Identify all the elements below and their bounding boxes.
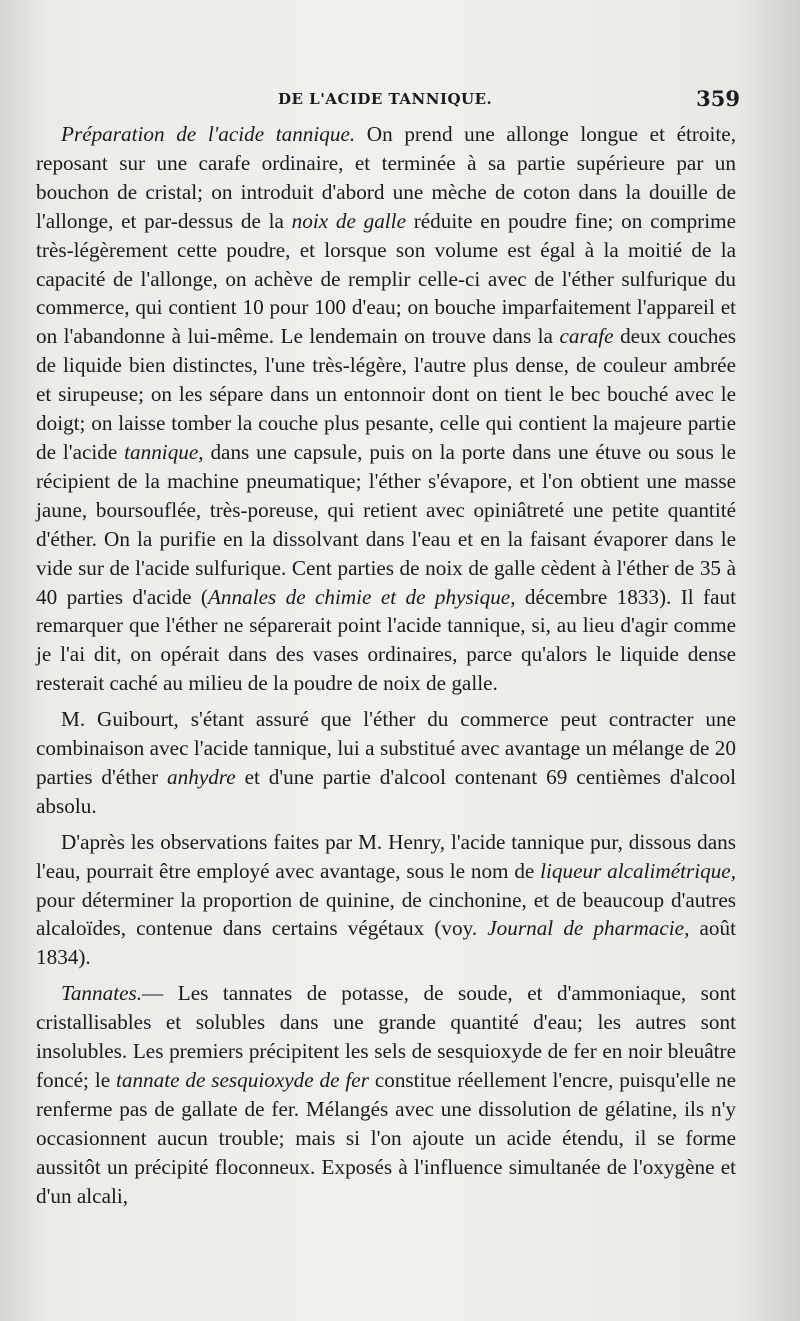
italic-text: Préparation de l'acide tannique. bbox=[61, 122, 356, 146]
italic-text: carafe bbox=[559, 324, 614, 349]
page-header bbox=[36, 86, 740, 116]
body-text bbox=[36, 120, 736, 1211]
text-run: D'après les observations faites par M. Henry, l'acide tannique pur, dissous dans l'eau, pourrait être employé avec avantage, sous le nom de bbox=[36, 829, 736, 883]
text-run: pour déterminer la proportion de quinine, de cinchonine, et de beaucoup d'autres alcaloïdes, contenue dans certains végétaux (voy. bbox=[36, 887, 736, 941]
text-run: août 1834). bbox=[36, 916, 736, 970]
text-run: dans une capsule, puis on la porte dans une étuve ou sous le récipient de la machine pneumatique; l'éther s'évapore, et l'on obtient une masse jaune, boursouflée, très-poreuse, qui retient avec opiniâtreté une petite quantité d'éther. On la purifie en la dissolvant dans l'eau et en la faisant évaporer dans le vide sur de l'acide sulfurique. Cent parties de noix de galle cèdent à l'éther de 35 à 40 parties d'acide ( bbox=[36, 439, 736, 609]
text-run: On prend une allonge longue et étroite, reposant sur une carafe ordinaire, et terminée à sa partie supérieure par un bouchon de cristal; on introduit d'abord une mèche de coton dans la douille de l'allonge, et par-dessus de la bbox=[36, 122, 736, 233]
paragraph-henry bbox=[36, 828, 736, 973]
text-run: réduite en poudre fine; on comprime très-légèrement cette poudre, et lorsque son volume est égal à la moitié de la capacité de l'allonge, on achève de remplir celle-ci avec de l'éther sulfurique du commerce, qui contient 10 pour 100 d'eau; on bouche imparfaitement l'appareil et on l'abandonne à lui-même. Le lendemain on trouve dans la bbox=[36, 208, 736, 349]
italic-text: noix de galle bbox=[291, 208, 406, 233]
paragraph-tannates bbox=[36, 979, 736, 1210]
italic-text: Annales de chimie et de physique, bbox=[207, 584, 516, 609]
paragraph-guibourt bbox=[36, 705, 736, 821]
page-number: 359 bbox=[696, 86, 740, 111]
text-run: — Les tannates de potasse, de soude, et d'ammoniaque, sont cristallisables et solubles dans une grande quantité d'eau; les autres sont insolubles. Les premiers précipitent les sels de sesquioxyde de fer en noir bleuâtre foncé; le bbox=[36, 981, 736, 1092]
italic-text: Tannates. bbox=[61, 981, 143, 1006]
running-title: DE L'ACIDE TANNIQUE. bbox=[278, 90, 493, 108]
italic-text: tannique, bbox=[124, 439, 204, 464]
italic-text: anhydre bbox=[167, 764, 236, 789]
text-run: deux couches de liquide bien distinctes, l'une très-légère, l'autre plus dense, de couleur ambrée et sirupeuse; on les sépare dans un entonnoir dont on tient le bec bouché avec le doigt; on laisse tomber la couche plus pesante, celle qui contient la majeure partie de l'acide bbox=[36, 324, 736, 464]
text-run: M. Guibourt, s'étant assuré que l'éther du commerce peut contracter une combinaison avec l'acide tannique, lui a substitué avec avantage un mélange de 20 parties d'éther bbox=[36, 707, 736, 789]
text-run: et d'une partie d'alcool contenant 69 centièmes d'alcool absolu. bbox=[36, 764, 737, 818]
italic-text: Journal de pharmacie, bbox=[487, 916, 690, 941]
paragraph-preparation bbox=[36, 120, 736, 698]
italic-text: tannate de sesquioxyde de fer bbox=[115, 1068, 369, 1092]
text-run: constitue réellement l'encre, puisqu'elle ne renferme pas de gallate de fer. Mélangés avec une dissolution de gélatine, ils n'y occasionnent aucun trouble; mais si l'on ajoute un acide étendu, il se forme aussitôt un précipité floconneux. Exposés à l'influence simultanée de l'oxygène et d'un alcali, bbox=[36, 1068, 737, 1208]
text-run: décembre 1833). Il faut remarquer que l'éther ne séparerait point l'acide tannique, si, au lieu d'agir comme je l'ai dit, on opérait dans des vases ordinaires, parce qu'alors le liquide dense resterait caché au milieu de la poudre de noix de galle. bbox=[36, 584, 736, 696]
italic-text: liqueur alcalimétrique, bbox=[540, 858, 737, 883]
